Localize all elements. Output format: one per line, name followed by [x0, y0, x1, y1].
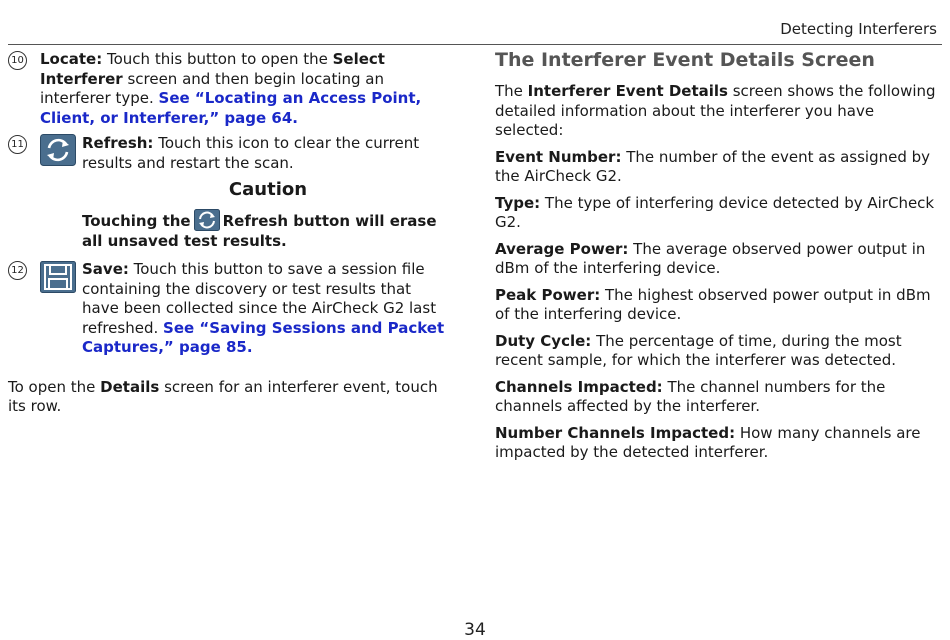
locate-label: Locate: [40, 50, 103, 68]
definition-channels-impacted [495, 378, 940, 417]
save-description [82, 260, 448, 358]
page-number: 34 [464, 620, 486, 640]
intro-text-after: screen shows the following detailed information about the interferer you have selected: [495, 82, 936, 139]
definition-term: Average Power: [495, 239, 629, 258]
intro-text-before: The [495, 82, 528, 100]
intro-term: Interferer Event Details [527, 82, 728, 100]
definition-term: Channels Impacted: [495, 377, 663, 396]
definition-event-number [495, 148, 940, 187]
definition-number-channels-impacted [495, 424, 940, 463]
definition-term: Type: [495, 193, 541, 212]
details-term: Details [100, 377, 160, 396]
definition-desc: The average observed power output in dBm of the interfering device. [495, 239, 926, 277]
select-interferer-term: Select Interferer [40, 50, 385, 88]
save-item [8, 260, 448, 358]
locate-text-2: screen and then begin locating an interferer type. [40, 69, 384, 107]
details-text-before: To open the [8, 377, 101, 396]
refresh-icon [194, 209, 220, 231]
locate-text: Touch this button to open the [102, 50, 333, 68]
running-head: Detecting Interferers [780, 20, 937, 38]
section-title: The Interferer Event Details Screen [495, 49, 875, 71]
definition-average-power [495, 240, 940, 279]
locating-link[interactable]: See “Locating an Access Point, Client, or Interferer,” page 64. [40, 89, 422, 127]
right-column [495, 49, 940, 470]
definition-desc: The highest observed power output in dBm of the interfering device. [495, 285, 931, 323]
intro-paragraph [495, 82, 940, 141]
caution-body [82, 209, 448, 251]
locate-description [40, 50, 448, 128]
save-label: Save: [82, 260, 129, 278]
refresh-text: Touch this icon to clear the current results and restart the scan. [82, 134, 420, 172]
callout-number: 12 [8, 261, 27, 280]
details-paragraph [8, 378, 448, 417]
refresh-label: Refresh: [82, 134, 154, 152]
definition-desc: The type of interfering device detected by AirCheck G2. [495, 193, 935, 231]
definition-term: Duty Cycle: [495, 331, 592, 350]
definition-term: Peak Power: [495, 285, 601, 304]
callout-number: 10 [8, 51, 27, 70]
left-column [8, 50, 448, 417]
save-icon [40, 261, 76, 293]
definition-term: Event Number: [495, 147, 622, 166]
details-text-after: screen for an interferer event, touch its row. [8, 377, 438, 415]
definition-duty-cycle [495, 332, 940, 371]
definition-desc: How many channels are impacted by the detected interferer. [495, 423, 921, 461]
definition-desc: The channel numbers for the channels affected by the interferer. [495, 377, 886, 415]
definition-term: Number Channels Impacted: [495, 423, 736, 442]
caution-text-after: Refresh button will erase all unsaved test results. [82, 212, 437, 250]
definition-type [495, 194, 940, 233]
refresh-description [82, 134, 448, 173]
save-text: Touch this button to save a session file containing the discovery or test results that have been collected since the AirCheck G2 last refreshed. [82, 260, 437, 337]
refresh-item [8, 134, 448, 174]
caution-text-before: Touching the [82, 212, 191, 230]
refresh-icon [40, 134, 76, 166]
definition-desc: The number of the event as assigned by the AirCheck G2. [495, 147, 931, 185]
header-rule [8, 44, 942, 45]
callout-number: 11 [8, 135, 27, 154]
locate-item [8, 50, 448, 128]
saving-sessions-link[interactable]: See “Saving Sessions and Packet Captures,” page 85. [82, 318, 445, 356]
caution-title: Caution [228, 179, 308, 200]
definition-peak-power [495, 286, 940, 325]
definition-desc: The percentage of time, during the most recent sample, for which the interferer was detected. [495, 331, 902, 369]
